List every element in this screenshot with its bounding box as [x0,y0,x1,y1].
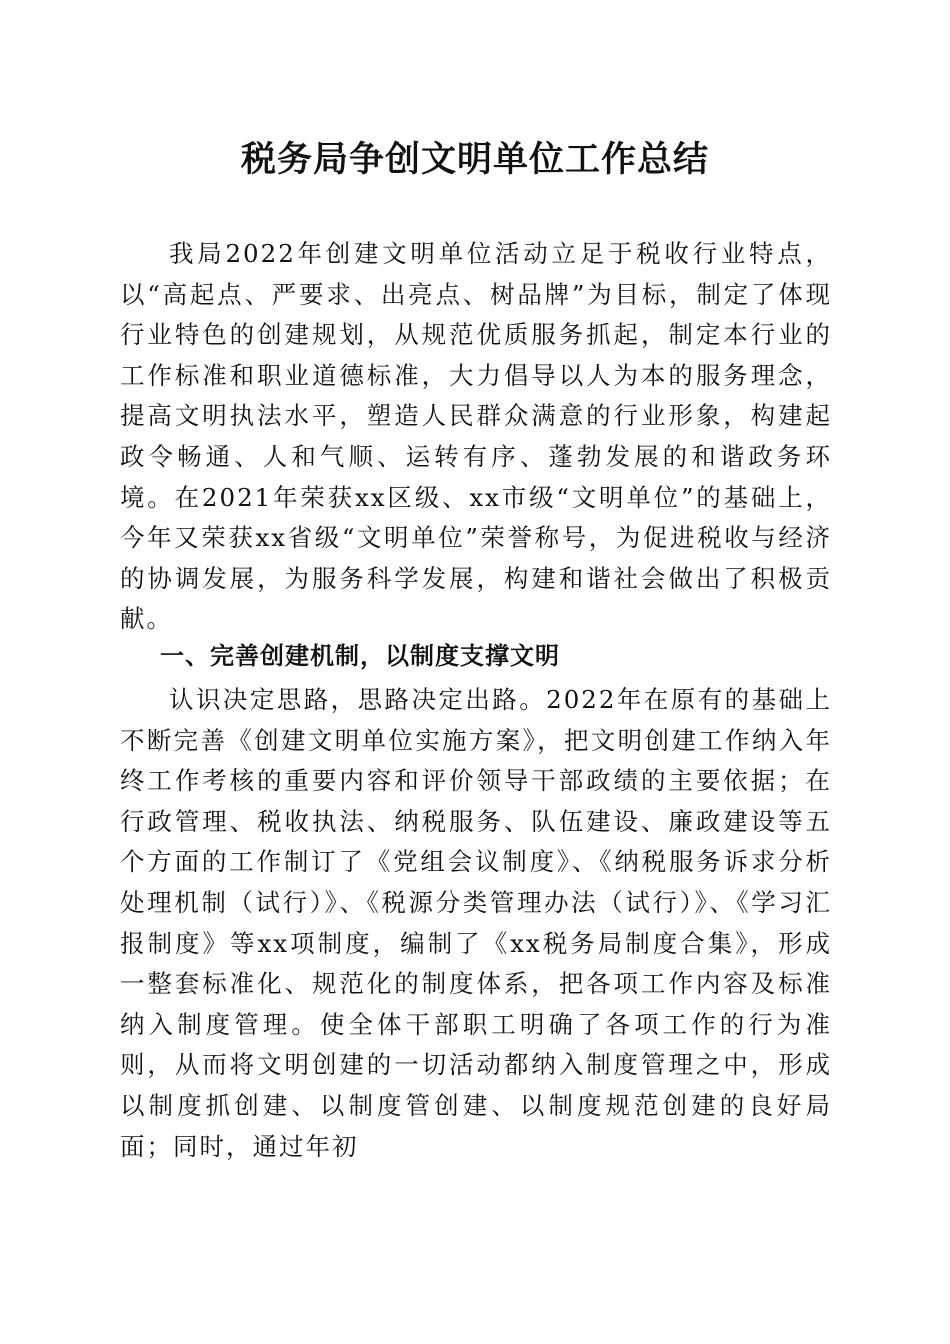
document-title: 税务局争创文明单位工作总结 [240,139,709,180]
section-1-paragraph: 认识决定思路，思路决定出路。2022年在原有的基础上不断完善《创建文明单位实施方案》，把文明创建工作纳入年终工作考核的重要内容和评价领导干部政绩的主要依据；在行政管理、税收执法、纳税服务、队伍建设、廉政建设等五个方面的工作制订了《党组会议制度》、《纳税服务诉求分析处理机制（试行）》、《税源分类管理办法（试行）》、《学习汇报制度》等xx项制度，编制了《xx税务局制度合集》，形成一整套标准化、规范化的制度体系，把各项工作内容及标准纳入制度管理。使全体干部职工明确了各项工作的行为准则，从而将文明创建的一切活动都纳入制度管理之中，形成以制度抓创建、以制度管创建、以制度规范创建的良好局面；同时，通过年初 [120,685,832,1161]
intro-paragraph: 我局2022年创建文明单位活动立足于税收行业特点，以“高起点、严要求、出亮点、树品牌”为目标，制定了体现行业特色的创建规划，从规范优质服务抓起，制定本行业的工作标准和职业道德标准，大力倡导以人为本的服务理念，提高文明执法水平，塑造人民群众满意的行业形象，构建起政令畅通、人和气顺、运转有序、蓬勃发展的和谐政务环境。在2021年荣获xx区级、xx市级“文明单位”的基础上，今年又荣获xx省级“文明单位”荣誉称号，为促进税收与经济的协调发展，为服务科学发展，构建和谐社会做出了积极贡献。 [120,239,832,634]
section-heading-1: 一、完善创建机制，以制度支撑文明 [160,642,560,670]
